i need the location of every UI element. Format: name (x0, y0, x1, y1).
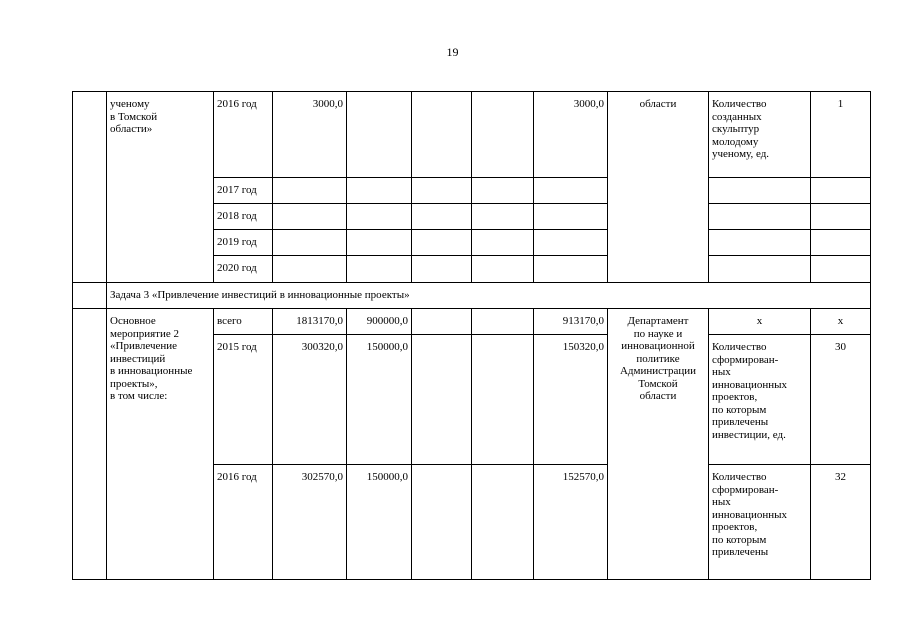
indicator-value-cell: 1 (811, 92, 871, 178)
task-title: Задача 3 «Привлечение инвестиций в инновационные проекты» (107, 283, 871, 309)
year-cell: 2020 год (214, 256, 273, 283)
total-cell: 300320,0 (273, 335, 347, 465)
other-cell (534, 178, 608, 204)
regional-cell (412, 230, 472, 256)
federal-cell: 150000,0 (347, 465, 412, 580)
federal-cell: 150000,0 (347, 335, 412, 465)
indicator-value-cell: х (811, 309, 871, 335)
indicator-cell: Количество сформирован- ных инновационных проектов, по которым привлечены (709, 465, 811, 580)
number-cell (73, 309, 107, 580)
regional-cell (412, 256, 472, 283)
program-table (72, 91, 871, 580)
event-name-cell: Основное мероприятие 2 «Привлечение инвестиций в инновационные проекты», в том числе: (107, 309, 214, 580)
total-cell: 3000,0 (273, 92, 347, 178)
indicator-cell: Количество созданных скульптур молодому ученому, ед. (709, 92, 811, 178)
total-cell: 302570,0 (273, 465, 347, 580)
federal-cell (347, 256, 412, 283)
year-cell: всего (214, 309, 273, 335)
indicator-value-cell (811, 204, 871, 230)
local-cell (472, 335, 534, 465)
total-cell (273, 256, 347, 283)
other-cell (534, 256, 608, 283)
indicator-cell (709, 204, 811, 230)
federal-cell: 900000,0 (347, 309, 412, 335)
other-cell: 3000,0 (534, 92, 608, 178)
other-cell: 913170,0 (534, 309, 608, 335)
number-cell (73, 92, 107, 283)
year-cell: 2016 год (214, 465, 273, 580)
indicator-cell (709, 178, 811, 204)
other-cell (534, 230, 608, 256)
total-cell (273, 178, 347, 204)
indicator-value-cell: 30 (811, 335, 871, 465)
other-cell (534, 204, 608, 230)
indicator-cell: Количество сформирован- ных инновационных проектов, по которым привлечены инвестиции, ед. (709, 335, 811, 465)
regional-cell (412, 335, 472, 465)
local-cell (472, 465, 534, 580)
table-row (73, 92, 871, 178)
local-cell (472, 92, 534, 178)
other-cell: 150320,0 (534, 335, 608, 465)
local-cell (472, 204, 534, 230)
year-cell: 2016 год (214, 92, 273, 178)
other-cell: 152570,0 (534, 465, 608, 580)
regional-cell (412, 178, 472, 204)
total-cell (273, 230, 347, 256)
regional-cell (412, 92, 472, 178)
executor-cell: области (608, 92, 709, 283)
indicator-value-cell: 32 (811, 465, 871, 580)
local-cell (472, 309, 534, 335)
number-cell (73, 283, 107, 309)
total-cell: 1813170,0 (273, 309, 347, 335)
year-cell: 2017 год (214, 178, 273, 204)
executor-cell: Департамент по науке и инновационной политике Администрации Томской области (608, 309, 709, 580)
regional-cell (412, 204, 472, 230)
indicator-value-cell (811, 256, 871, 283)
regional-cell (412, 465, 472, 580)
indicator-value-cell (811, 230, 871, 256)
total-cell (273, 204, 347, 230)
page-number: 19 (446, 45, 459, 59)
task-row (73, 283, 871, 309)
regional-cell (412, 309, 472, 335)
federal-cell (347, 230, 412, 256)
federal-cell (347, 92, 412, 178)
table-row (73, 309, 871, 335)
indicator-cell (709, 256, 811, 283)
year-cell: 2015 год (214, 335, 273, 465)
indicator-cell (709, 230, 811, 256)
local-cell (472, 178, 534, 204)
federal-cell (347, 204, 412, 230)
federal-cell (347, 178, 412, 204)
indicator-value-cell (811, 178, 871, 204)
local-cell (472, 230, 534, 256)
year-cell: 2018 год (214, 204, 273, 230)
indicator-cell: х (709, 309, 811, 335)
local-cell (472, 256, 534, 283)
year-cell: 2019 год (214, 230, 273, 256)
event-name-cell: ученому в Томской области» (107, 92, 214, 283)
